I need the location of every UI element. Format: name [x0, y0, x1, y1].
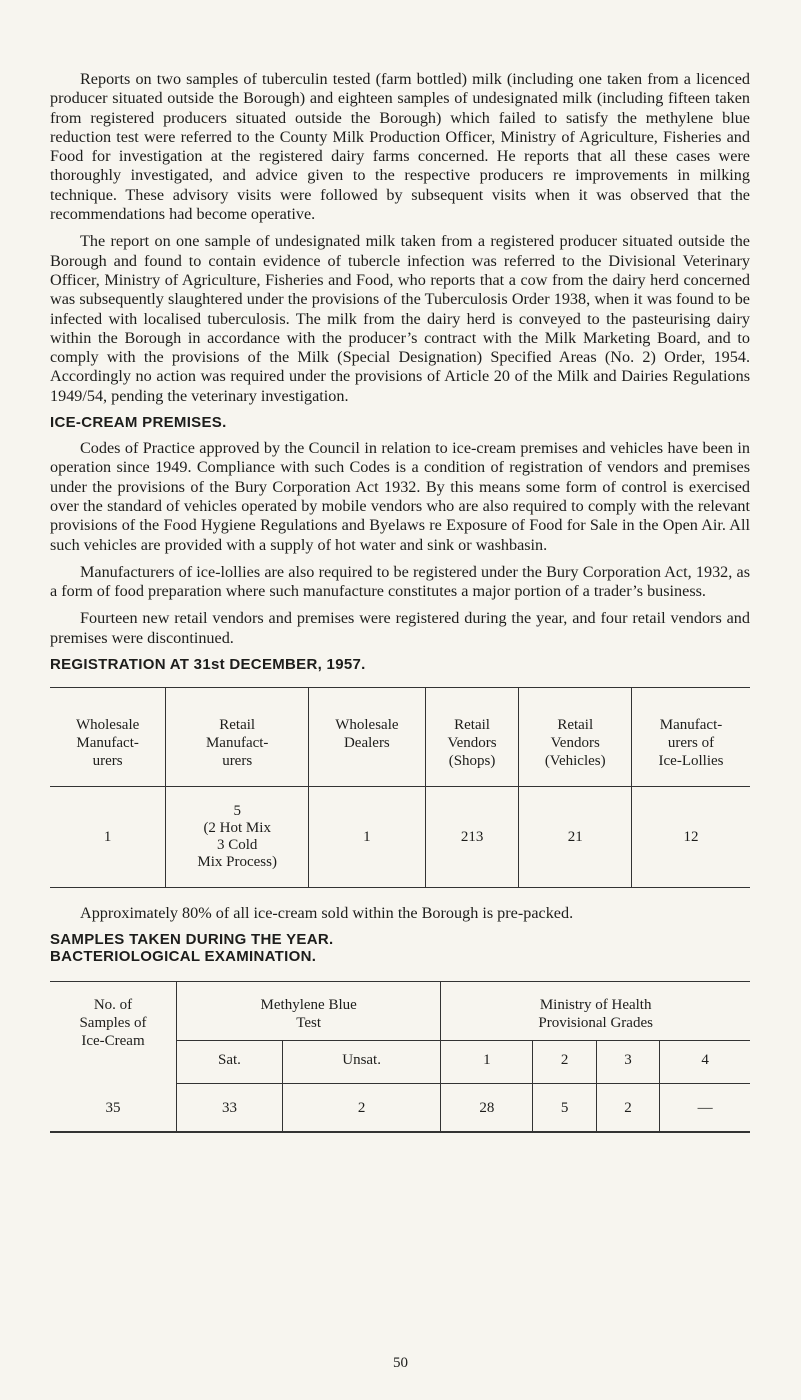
cell-ice-lolly-manufacturers: 12	[632, 787, 751, 888]
cell-unsat: 2	[282, 1084, 440, 1133]
samples-data-row	[50, 1084, 750, 1133]
paragraph-tuberculin-reports: Reports on two samples of tuberculin tested (farm bottled) milk (including one taken from a licenced producer situated outside the Borough) and eighteen samples of undesignated milk (including fifteen taken from registered producers situated outside the Borough) which failed to satisfy the methylene blue reduction test were referred to the County Milk Production Officer, Ministry of Agriculture, Fisheries and Food for investigation at the registered dairy farms concerned. He reports that all these cases were thoroughly investigated, and advice given to the respective producers re improvements in milking technique. These advisory visits were followed by subsequent visits when it was observed that the recommendations had become operative.	[50, 70, 750, 224]
subheader-grade-1: 1	[441, 1041, 533, 1084]
header-retail-vendors-vehicles: Retail Vendors (Vehicles)	[519, 688, 632, 787]
header-provisional-grades: Ministry of Health Provisional Grades	[441, 982, 750, 1041]
paragraph-pre-packed: Approximately 80% of all ice-cream sold within the Borough is pre-packed.	[80, 904, 574, 923]
cell-wholesale-manufacturers: 1	[50, 787, 166, 888]
header-retail-vendors-shops: Retail Vendors (Shops)	[425, 688, 519, 787]
paragraph-new-vendors: Fourteen new retail vendors and premises were registered during the year, and four retail vendors and premises were discontinued.	[50, 609, 750, 647]
samples-table	[50, 981, 750, 1133]
header-retail-manufacturers: Retail Manufact- urers	[166, 688, 309, 787]
cell-grade-3: 2	[596, 1084, 659, 1133]
cell-retail-manufacturers: 5 (2 Hot Mix 3 Cold Mix Process)	[166, 787, 309, 888]
heading-samples-taken: SAMPLES TAKEN DURING THE YEAR.	[50, 931, 334, 949]
samples-header-row	[50, 982, 750, 1041]
heading-registration: REGISTRATION AT 31st DECEMBER, 1957.	[50, 656, 366, 674]
header-ice-lolly-manufacturers: Manufact- urers of Ice-Lollies	[632, 688, 751, 787]
subheader-sat: Sat.	[177, 1041, 283, 1084]
header-methylene-blue-test: Methylene Blue Test	[177, 982, 441, 1041]
document-page	[50, 70, 750, 1133]
registration-table	[50, 687, 750, 888]
cell-retail-vendors-shops: 213	[425, 787, 519, 888]
paragraph-codes-of-practice: Codes of Practice approved by the Council in relation to ice-cream premises and vehicles have been in operation since 1949. Compliance with such Codes is a condition of registration of vendors and premises under the provisions of the Bury Corporation Act 1932. By this means some form of control is exercised over the standard of vehicles operated by mobile vendors who are also required to comply with the relevant provisions of the Food Hygiene Regulations and Byelaws re Exposure of Food for Sale in the Open Air. All such vehicles are provided with a supply of hot water and sink or washbasin.	[50, 439, 750, 554]
cell-grade-2: 5	[533, 1084, 596, 1133]
registration-header-row	[50, 688, 750, 787]
heading-ice-cream-premises: ICE-CREAM PREMISES.	[50, 414, 227, 432]
header-wholesale-dealers: Wholesale Dealers	[309, 688, 426, 787]
cell-retail-vendors-vehicles: 21	[519, 787, 632, 888]
header-number-of-samples: No. of Samples of Ice-Cream	[50, 982, 177, 1084]
subheader-grade-2: 2	[533, 1041, 596, 1084]
subheader-grade-3: 3	[596, 1041, 659, 1084]
paragraph-ice-lollies: Manufacturers of ice-lollies are also required to be registered under the Bury Corporation Act, 1932, as a form of food preparation where such manufacture constitutes a major portion of a trader’s business.	[50, 562, 750, 601]
cell-grade-4: —	[660, 1084, 750, 1133]
subheader-unsat: Unsat.	[282, 1041, 440, 1084]
cell-wholesale-dealers: 1	[309, 787, 426, 888]
cell-sat: 33	[177, 1084, 283, 1133]
header-wholesale-manufacturers: Wholesale Manufact- urers	[50, 688, 166, 787]
page-number: 50	[393, 1355, 408, 1371]
registration-data-row	[50, 787, 750, 888]
cell-grade-1: 28	[441, 1084, 533, 1133]
heading-bacteriological-examination: BACTERIOLOGICAL EXAMINATION.	[50, 948, 317, 966]
paragraph-tubercle-infection: The report on one sample of undesignated milk taken from a registered producer situated outside the Borough and found to contain evidence of tubercle infection was referred to the Divisional Veterinary Officer, Ministry of Agriculture, Fisheries and Food, who reports that a cow from the dairy herd concerned was subsequently slaughtered under the provisions of the Tuberculosis Order 1938, when it was found to be infected with localised tuberculosis. The milk from the dairy herd is conveyed to the pasteurising dairy within the Borough in accordance with the producer’s contract with the Milk Marketing Board, and to comply with the provisions of the Milk (Special Designation) Specified Areas (No. 2) Order, 1954. Accordingly no action was required under the provisions of Article 20 of the Milk and Dairies Regulations 1949/54, pending the veterinary investigation.	[50, 232, 750, 405]
subheader-grade-4: 4	[660, 1041, 750, 1084]
cell-samples-count: 35	[50, 1084, 177, 1133]
